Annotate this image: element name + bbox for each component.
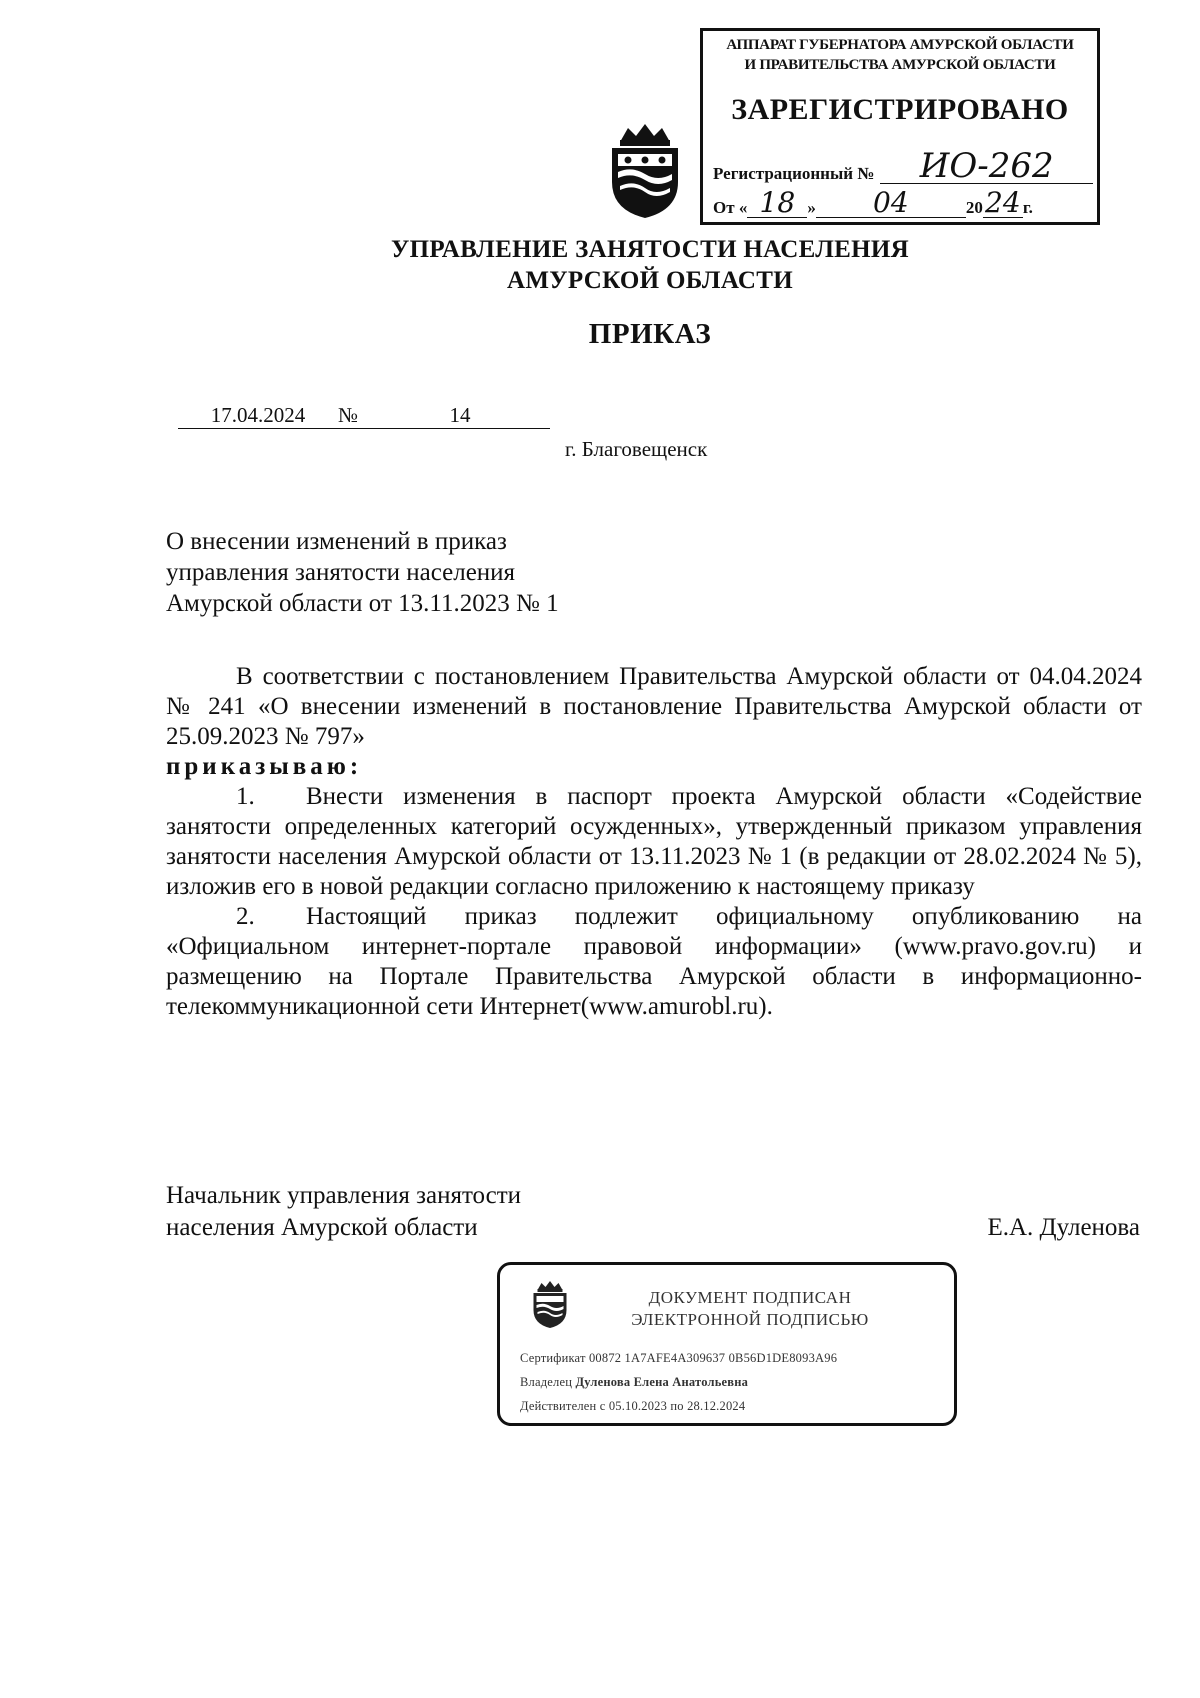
order-word: приказываю: [166, 753, 363, 780]
document-date: 17.04.2024 [178, 403, 338, 429]
stamp-date-month: 04 [816, 189, 966, 218]
signatory-name: Е.А. Дуленова [987, 1214, 1140, 1241]
stamp-year-suffix: 24 [983, 189, 1023, 218]
registration-stamp [700, 28, 1100, 225]
order-item-2-text: Настоящий приказ подлежит официальному опубликованию на «Официальном интернет-портале правовой информации» (www.pravo.gov.ru) и размещению на Портале Правительства Амурской области в информационно-телекоммуникационной сети Интернет(www.amurobl.ru). [166, 903, 1142, 1020]
esignature-certificate [520, 1351, 837, 1366]
document-body [166, 662, 1142, 1022]
date-number-line [178, 403, 550, 429]
esignature-validity [520, 1399, 745, 1414]
stamp-date-day: 18 [747, 189, 807, 218]
organization-line1: УПРАВЛЕНИЕ ЗАНЯТОСТИ НАСЕЛЕНИЯ [391, 236, 909, 263]
esignature-owner [520, 1375, 748, 1390]
esignature-title-line2: ЭЛЕКТРОННОЙ ПОДПИСЬЮ [631, 1310, 869, 1329]
esignature-title [600, 1287, 900, 1331]
stamp-title: ЗАРЕГИСТРИРОВАНО [731, 93, 1069, 126]
signatory-position [166, 1180, 521, 1244]
valid-label: Действителен с [520, 1399, 606, 1413]
cert-label: Сертификат [520, 1351, 586, 1365]
stamp-date-prefix: От « [713, 198, 748, 217]
electronic-signature-stamp [497, 1262, 957, 1426]
coat-of-arms-icon [606, 120, 684, 220]
preamble-paragraph: В соответствии с постановлением Правительства Амурской области от 04.04.2024 № 241 «О внесении изменений в постановление Правительства Амурской области от 25.09.2023 № 797» [166, 663, 1142, 750]
owner-value: Дуленова Елена Анатольевна [575, 1375, 749, 1389]
document-type: ПРИКАЗ [588, 318, 712, 350]
organization-line2: АМУРСКОЙ ОБЛАСТИ [506, 267, 794, 294]
stamp-date-mid: » [807, 198, 816, 217]
order-item-2-number: 2. [236, 903, 255, 930]
document-number: 14 [370, 403, 550, 429]
valid-from: 05.10.2023 [608, 1399, 668, 1413]
document-subject [166, 526, 559, 619]
order-item-1-number: 1. [236, 783, 255, 810]
valid-to-label: по [670, 1399, 684, 1413]
stamp-header [703, 35, 1097, 75]
number-label: № [338, 403, 370, 429]
coat-of-arms-icon [530, 1279, 570, 1329]
organization-name [0, 234, 1200, 296]
signatory-position-line2: населения Амурской области [166, 1214, 478, 1241]
stamp-header-line1: АППАРАТ ГУБЕРНАТОРА АМУРСКОЙ ОБЛАСТИ [726, 37, 1074, 53]
stamp-year-end: г. [1022, 198, 1033, 217]
cert-value: 00872 1A7AFE4A309637 0B56D1DE8093A96 [588, 1351, 838, 1365]
subject-line2: управления занятости населения [166, 559, 516, 586]
subject-line3: Амурской области от 13.11.2023 № 1 [166, 590, 559, 617]
subject-line1: О внесении изменений в приказ [166, 528, 507, 555]
stamp-year-prefix: 20 [965, 198, 983, 217]
order-item-1-text: Внести изменения в паспорт проекта Амурской области «Содействие занятости определенных категорий осужденных», утвержденный приказом управления занятости населения Амурской области от 13.11.2023 № 1 (в редакции от 28.02.2024 № 5), изложив его в новой редакции согласно приложению к настоящему приказу [166, 783, 1142, 900]
owner-label: Владелец [520, 1375, 573, 1389]
stamp-reg-number: ИО-262 [880, 149, 1093, 184]
city: г. Благовещенск [565, 437, 708, 461]
order-item-1 [166, 782, 1142, 902]
stamp-reg-label: Регистрационный № [713, 164, 875, 183]
stamp-date-row [713, 186, 1093, 219]
stamp-registration-row [713, 146, 1093, 186]
signatory-position-line1: Начальник управления занятости [166, 1182, 522, 1209]
order-item-2 [166, 902, 1142, 1022]
esignature-title-line1: ДОКУМЕНТ ПОДПИСАН [648, 1288, 852, 1307]
stamp-header-line2: И ПРАВИТЕЛЬСТВА АМУРСКОЙ ОБЛАСТИ [744, 57, 1056, 73]
valid-to: 28.12.2024 [687, 1399, 746, 1413]
